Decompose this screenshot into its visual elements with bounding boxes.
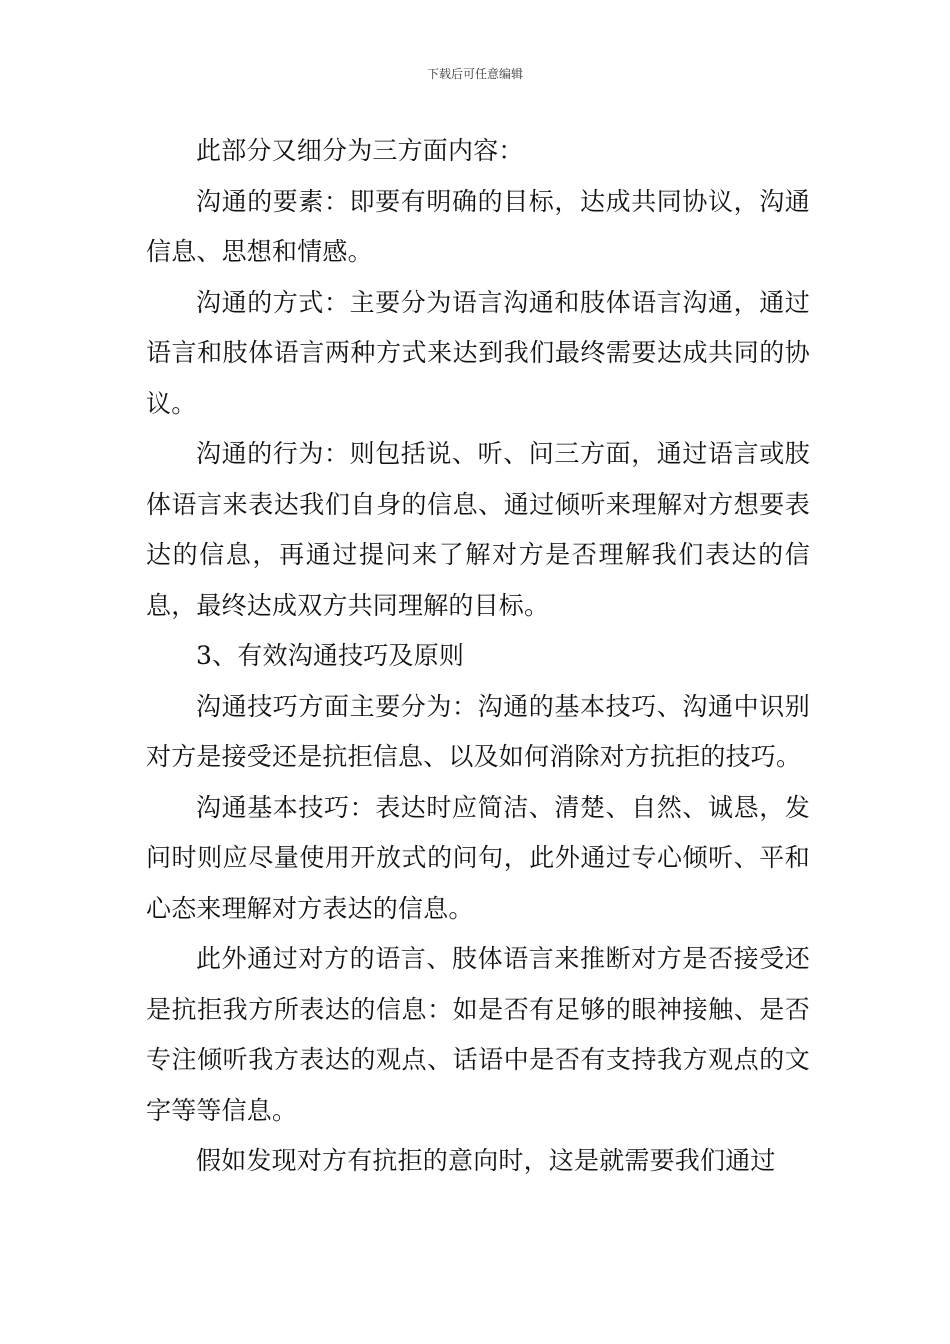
paragraph-communication-methods: 沟通的方式：主要分为语言沟通和肢体语言沟通，通过语言和肢体语言两种方式来达到我们最终需要达成共同的协议。 bbox=[146, 287, 810, 418]
section-heading-effective-communication: 3、有效沟通技巧及原则 bbox=[196, 641, 465, 670]
paragraph-intro: 此部分又细分为三方面内容： bbox=[196, 136, 524, 165]
paragraph-basic-skills: 沟通基本技巧：表达时应简洁、清楚、自然、诚恳，发问时则应尽量使用开放式的问句，此外通过专心倾听、平和心态来理解对方表达的信息。 bbox=[146, 792, 810, 923]
paragraph-skills-overview: 沟通技巧方面主要分为：沟通的基本技巧、沟通中识别对方是接受还是抗拒信息、以及如何消除对方抗拒的技巧。 bbox=[146, 691, 810, 771]
paragraph-resistance: 假如发现对方有抗拒的意向时，这是就需要我们通过 bbox=[196, 1146, 776, 1175]
paragraph-communication-elements: 沟通的要素：即要有明确的目标，达成共同协议，沟通信息、思想和情感。 bbox=[146, 186, 810, 266]
paragraph-acceptance-signals: 此外通过对方的语言、肢体语言来推断对方是否接受还是抗拒我方所表达的信息：如是否有足够的眼神接触、是否专注倾听我方表达的观点、话语中是否有支持我方观点的文字等等信息。 bbox=[146, 944, 810, 1125]
paragraph-communication-behavior: 沟通的行为：则包括说、听、问三方面，通过语言或肢体语言来表达我们自身的信息、通过倾听来理解对方想要表达的信息，再通过提问来了解对方是否理解我们表达的信息，最终达成双方共同理解的目标。 bbox=[146, 439, 810, 620]
page-header-note: 下载后可任意编辑 bbox=[426, 67, 523, 81]
document-body bbox=[146, 126, 810, 1187]
